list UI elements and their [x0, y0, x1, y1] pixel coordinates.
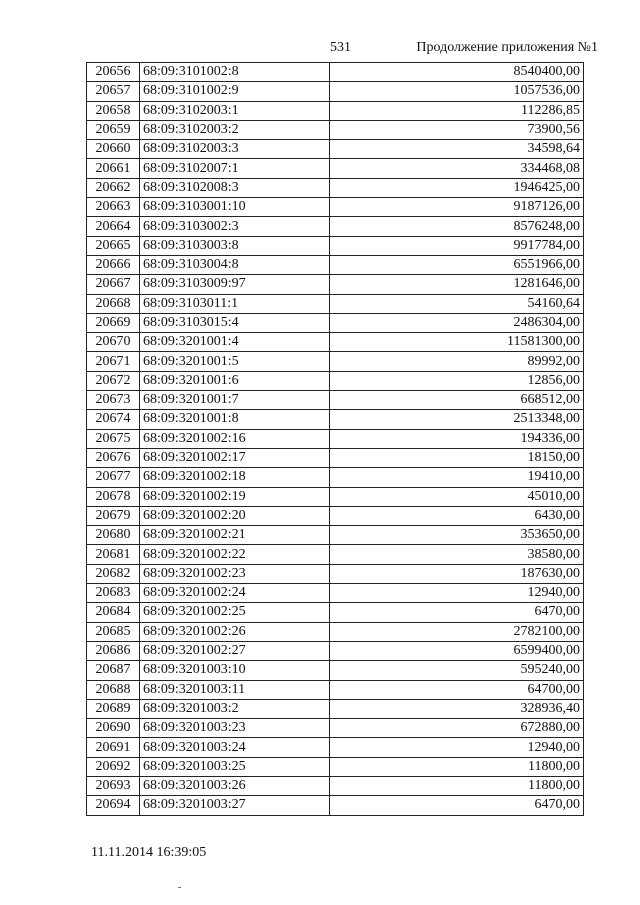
table-row: [87, 294, 584, 313]
cadastral-number-cell: 68:09:3103002:3: [140, 217, 330, 236]
cadastral-value-cell: 8540400,00: [330, 63, 584, 82]
cadastral-number-cell: 68:09:3201002:16: [140, 429, 330, 448]
row-number-cell: 20672: [87, 371, 140, 390]
table-body: [87, 63, 584, 816]
cadastral-number-cell: 68:09:3201002:27: [140, 641, 330, 660]
row-number-cell: 20683: [87, 584, 140, 603]
cadastral-number-cell: 68:09:3201002:20: [140, 506, 330, 525]
cadastral-value-cell: 6470,00: [330, 603, 584, 622]
table-row: [87, 564, 584, 583]
cadastral-number-cell: 68:09:3201002:19: [140, 487, 330, 506]
cadastral-value-cell: 353650,00: [330, 526, 584, 545]
table-row: [87, 545, 584, 564]
cadastral-value-cell: 1057536,00: [330, 82, 584, 101]
table-row: [87, 699, 584, 718]
row-number-cell: 20659: [87, 120, 140, 139]
scan-speck: [178, 887, 181, 888]
table-row: [87, 371, 584, 390]
footer-timestamp: 11.11.2014 16:39:05: [91, 845, 207, 860]
table-row: [87, 101, 584, 120]
cadastral-value-cell: 12856,00: [330, 371, 584, 390]
row-number-cell: 20663: [87, 198, 140, 217]
table-row: [87, 487, 584, 506]
row-number-cell: 20677: [87, 468, 140, 487]
cadastral-number-cell: 68:09:3201001:6: [140, 371, 330, 390]
table-row: [87, 140, 584, 159]
table-row: [87, 178, 584, 197]
cadastral-number-cell: 68:09:3102003:1: [140, 101, 330, 120]
table-row: [87, 661, 584, 680]
row-number-cell: 20678: [87, 487, 140, 506]
table-row: [87, 448, 584, 467]
cadastral-number-cell: 68:09:3201002:24: [140, 584, 330, 603]
table-row: [87, 255, 584, 274]
row-number-cell: 20667: [87, 275, 140, 294]
cadastral-value-cell: 11800,00: [330, 776, 584, 795]
cadastral-value-table: [86, 62, 584, 816]
row-number-cell: 20665: [87, 236, 140, 255]
cadastral-value-cell: 2486304,00: [330, 313, 584, 332]
cadastral-number-cell: 68:09:3102007:1: [140, 159, 330, 178]
row-number-cell: 20687: [87, 661, 140, 680]
cadastral-number-cell: 68:09:3101002:8: [140, 63, 330, 82]
cadastral-number-cell: 68:09:3201001:4: [140, 333, 330, 352]
row-number-cell: 20684: [87, 603, 140, 622]
table-row: [87, 410, 584, 429]
cadastral-value-cell: 112286,85: [330, 101, 584, 120]
cadastral-number-cell: 68:09:3102008:3: [140, 178, 330, 197]
cadastral-value-cell: 89992,00: [330, 352, 584, 371]
cadastral-number-cell: 68:09:3201001:8: [140, 410, 330, 429]
table-row: [87, 757, 584, 776]
row-number-cell: 20656: [87, 63, 140, 82]
cadastral-value-cell: 1946425,00: [330, 178, 584, 197]
cadastral-value-cell: 1281646,00: [330, 275, 584, 294]
table-row: [87, 641, 584, 660]
table-row: [87, 120, 584, 139]
cadastral-value-cell: 668512,00: [330, 391, 584, 410]
cadastral-value-cell: 6551966,00: [330, 255, 584, 274]
cadastral-value-cell: 11800,00: [330, 757, 584, 776]
cadastral-number-cell: 68:09:3103011:1: [140, 294, 330, 313]
row-number-cell: 20679: [87, 506, 140, 525]
cadastral-value-cell: 12940,00: [330, 584, 584, 603]
row-number-cell: 20688: [87, 680, 140, 699]
table-row: [87, 680, 584, 699]
cadastral-number-cell: 68:09:3103001:10: [140, 198, 330, 217]
row-number-cell: 20669: [87, 313, 140, 332]
cadastral-number-cell: 68:09:3103009:97: [140, 275, 330, 294]
row-number-cell: 20675: [87, 429, 140, 448]
cadastral-value-cell: 12940,00: [330, 738, 584, 757]
cadastral-value-cell: 2782100,00: [330, 622, 584, 641]
row-number-cell: 20666: [87, 255, 140, 274]
row-number-cell: 20689: [87, 699, 140, 718]
page-number: 531: [330, 40, 351, 55]
cadastral-value-cell: 19410,00: [330, 468, 584, 487]
row-number-cell: 20680: [87, 526, 140, 545]
table-row: [87, 236, 584, 255]
cadastral-number-cell: 68:09:3103004:8: [140, 255, 330, 274]
cadastral-value-cell: 8576248,00: [330, 217, 584, 236]
row-number-cell: 20670: [87, 333, 140, 352]
cadastral-number-cell: 68:09:3201002:17: [140, 448, 330, 467]
appendix-continuation-title: Продолжение приложения №1: [416, 40, 598, 55]
cadastral-value-cell: 11581300,00: [330, 333, 584, 352]
table-row: [87, 738, 584, 757]
row-number-cell: 20694: [87, 796, 140, 815]
row-number-cell: 20691: [87, 738, 140, 757]
cadastral-number-cell: 68:09:3103003:8: [140, 236, 330, 255]
cadastral-value-cell: 45010,00: [330, 487, 584, 506]
row-number-cell: 20686: [87, 641, 140, 660]
cadastral-number-cell: 68:09:3201003:2: [140, 699, 330, 718]
row-number-cell: 20685: [87, 622, 140, 641]
cadastral-value-cell: 187630,00: [330, 564, 584, 583]
cadastral-number-cell: 68:09:3201001:5: [140, 352, 330, 371]
row-number-cell: 20664: [87, 217, 140, 236]
table-row: [87, 217, 584, 236]
row-number-cell: 20674: [87, 410, 140, 429]
cadastral-number-cell: 68:09:3102003:2: [140, 120, 330, 139]
cadastral-number-cell: 68:09:3201003:26: [140, 776, 330, 795]
cadastral-value-cell: 38580,00: [330, 545, 584, 564]
table-row: [87, 719, 584, 738]
row-number-cell: 20682: [87, 564, 140, 583]
cadastral-number-cell: 68:09:3201002:18: [140, 468, 330, 487]
cadastral-number-cell: 68:09:3201002:23: [140, 564, 330, 583]
cadastral-value-cell: 334468,08: [330, 159, 584, 178]
cadastral-number-cell: 68:09:3102003:3: [140, 140, 330, 159]
cadastral-value-cell: 73900,56: [330, 120, 584, 139]
row-number-cell: 20690: [87, 719, 140, 738]
row-number-cell: 20692: [87, 757, 140, 776]
table-row: [87, 584, 584, 603]
cadastral-value-cell: 672880,00: [330, 719, 584, 738]
table-row: [87, 198, 584, 217]
cadastral-number-cell: 68:09:3201003:27: [140, 796, 330, 815]
table-row: [87, 82, 584, 101]
row-number-cell: 20657: [87, 82, 140, 101]
table-row: [87, 159, 584, 178]
row-number-cell: 20660: [87, 140, 140, 159]
table-row: [87, 796, 584, 815]
table-row: [87, 526, 584, 545]
cadastral-number-cell: 68:09:3201001:7: [140, 391, 330, 410]
cadastral-value-cell: 18150,00: [330, 448, 584, 467]
table-row: [87, 776, 584, 795]
page-header: [0, 36, 640, 58]
table-row: [87, 468, 584, 487]
cadastral-value-cell: 328936,40: [330, 699, 584, 718]
cadastral-number-cell: 68:09:3201003:24: [140, 738, 330, 757]
cadastral-number-cell: 68:09:3201003:11: [140, 680, 330, 699]
cadastral-number-cell: 68:09:3201002:26: [140, 622, 330, 641]
table-row: [87, 275, 584, 294]
table-row: [87, 622, 584, 641]
table-row: [87, 313, 584, 332]
cadastral-value-cell: 6470,00: [330, 796, 584, 815]
cadastral-number-cell: 68:09:3201002:22: [140, 545, 330, 564]
row-number-cell: 20662: [87, 178, 140, 197]
cadastral-value-cell: 2513348,00: [330, 410, 584, 429]
row-number-cell: 20693: [87, 776, 140, 795]
cadastral-number-cell: 68:09:3103015:4: [140, 313, 330, 332]
cadastral-number-cell: 68:09:3201003:25: [140, 757, 330, 776]
cadastral-value-cell: 9187126,00: [330, 198, 584, 217]
cadastral-number-cell: 68:09:3201002:25: [140, 603, 330, 622]
row-number-cell: 20661: [87, 159, 140, 178]
cadastral-number-cell: 68:09:3101002:9: [140, 82, 330, 101]
row-number-cell: 20676: [87, 448, 140, 467]
row-number-cell: 20681: [87, 545, 140, 564]
row-number-cell: 20658: [87, 101, 140, 120]
table-row: [87, 352, 584, 371]
table-row: [87, 391, 584, 410]
cadastral-value-cell: 54160,64: [330, 294, 584, 313]
cadastral-value-cell: 194336,00: [330, 429, 584, 448]
cadastral-value-cell: 6599400,00: [330, 641, 584, 660]
cadastral-value-cell: 64700,00: [330, 680, 584, 699]
table-row: [87, 333, 584, 352]
table-row: [87, 506, 584, 525]
cadastral-value-cell: 6430,00: [330, 506, 584, 525]
cadastral-value-cell: 34598,64: [330, 140, 584, 159]
table-row: [87, 63, 584, 82]
cadastral-number-cell: 68:09:3201002:21: [140, 526, 330, 545]
cadastral-value-cell: 595240,00: [330, 661, 584, 680]
table-row: [87, 429, 584, 448]
table-row: [87, 603, 584, 622]
cadastral-number-cell: 68:09:3201003:23: [140, 719, 330, 738]
row-number-cell: 20671: [87, 352, 140, 371]
row-number-cell: 20668: [87, 294, 140, 313]
cadastral-value-cell: 9917784,00: [330, 236, 584, 255]
cadastral-number-cell: 68:09:3201003:10: [140, 661, 330, 680]
row-number-cell: 20673: [87, 391, 140, 410]
